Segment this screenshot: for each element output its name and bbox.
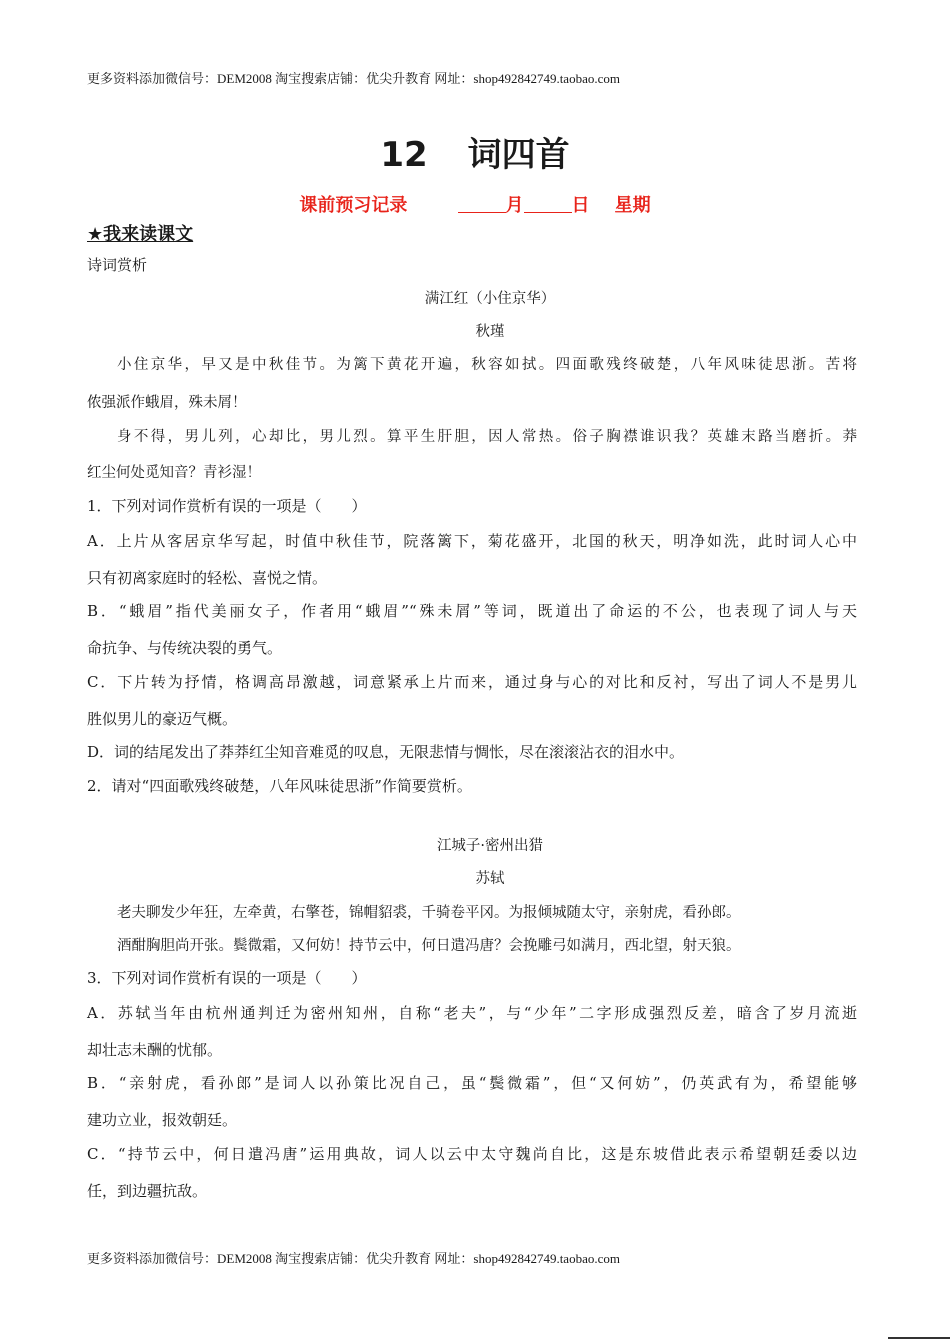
day-label: 日: [571, 195, 590, 216]
option-a-line: 却壮志未酬的忧郁。: [87, 1041, 223, 1059]
preview-record-label: 课前预习记录: [299, 195, 408, 216]
poem2-title: 江城子·密州出猎: [436, 838, 544, 854]
lesson-number: 12: [380, 135, 428, 175]
poem2-author: 苏轼: [475, 871, 505, 887]
section-heading: ★我来读课文: [87, 224, 194, 245]
poem1-line: 小住京华，早又是中秋佳节。为篱下黄花开遍，秋容如拭。四面歌残终破楚，八年风味徒思浙。苦将: [117, 357, 857, 373]
option-a-line: 只有初离家庭时的轻松、喜悦之情。: [87, 569, 328, 587]
option-b-line: B．“蛾眉”指代美丽女子，作者用“蛾眉”“殊未屑”等词，既道出了命运的不公，也表现了词人与天: [87, 602, 857, 620]
poem2-line: 老夫聊发少年狂，左牵黄，右擎苍，锦帽貂裘，千骑卷平冈。为报倾城随太守，亲射虎，看孙郎。: [117, 905, 741, 921]
poem1-author: 秋瑾: [475, 324, 505, 340]
option-c-line: C．下片转为抒情，格调高昂激越，词意紧承上片而来，通过身与心的对比和反衬，写出了词人不是男儿: [87, 673, 857, 691]
question-2: 2．请对“四面歌残终破楚，八年风味徒思浙”作简要赏析。: [87, 777, 472, 795]
page-footer: 更多资料添加微信号：DEM2008 淘宝搜索店铺：优尖升教育 网址：shop492842749.taobao.com: [87, 1251, 620, 1266]
question-3: 3．下列对词作赏析有误的一项是（ ）: [87, 969, 367, 987]
poem1-title: 满江红（小住京华）: [424, 291, 556, 307]
month-label: 月: [505, 195, 524, 216]
option-b-line: B．“亲射虎，看孙郎”是词人以孙策比况自己，虽“鬓微霜”，但“又何妨”，仍英武有为，希望能够: [87, 1074, 857, 1092]
page-header: 更多资料添加微信号：DEM2008 淘宝搜索店铺：优尖升教育 网址：shop492842749.taobao.com: [87, 71, 620, 86]
option-d-line: D．词的结尾发出了莽莽红尘知音难觅的叹息，无限悲情与惆怅，尽在滚滚沾衣的泪水中。: [87, 743, 685, 761]
week-label: 星期: [614, 195, 651, 216]
option-b-line: 命抗争、与传统决裂的勇气。: [87, 639, 283, 657]
lesson-title: 词四首: [467, 135, 570, 175]
option-a-line: A．苏轼当年由杭州通判迁为密州知州，自称“老夫”，与“少年”二字形成强烈反差，暗含了岁月流逝: [87, 1004, 857, 1022]
option-c-line: C．“持节云中，何日遣冯唐”运用典故，词人以云中太守魏尚自比，这是东坡借此表示希望朝廷委以边: [87, 1145, 857, 1163]
page-title: [0, 127, 950, 176]
poem1-line: 身不得，男儿列，心却比，男儿烈。算平生肝胆，因人常热。俗子胸襟谁识我？英雄末路当磨折。莽: [117, 429, 857, 445]
day-blank: [524, 196, 572, 213]
question-1: 1．下列对词作赏析有误的一项是（ ）: [87, 497, 367, 515]
poem1-line: 红尘何处觅知音？青衫湿！: [87, 465, 261, 481]
option-c-line: 胜似男儿的豪迈气概。: [87, 710, 238, 728]
option-b-line: 建功立业，报效朝廷。: [87, 1111, 238, 1129]
page-corner-rule: [888, 1337, 950, 1339]
poem2-line: 酒酣胸胆尚开张。鬓微霜，又何妨！持节云中，何日遣冯唐？会挽雕弓如满月，西北望，射天狼。: [117, 938, 741, 954]
poem1-line: 侬强派作蛾眉，殊未屑！: [87, 395, 247, 411]
option-c-line: 任，到边疆抗敌。: [87, 1182, 208, 1200]
option-a-line: A．上片从客居京华写起，时值中秋佳节，院落篱下，菊花盛开，北国的秋天，明净如洗，此时词人心中: [87, 532, 857, 550]
preview-record-line: [0, 191, 950, 217]
month-blank: [458, 196, 506, 213]
section-label: 诗词赏析: [87, 256, 148, 274]
